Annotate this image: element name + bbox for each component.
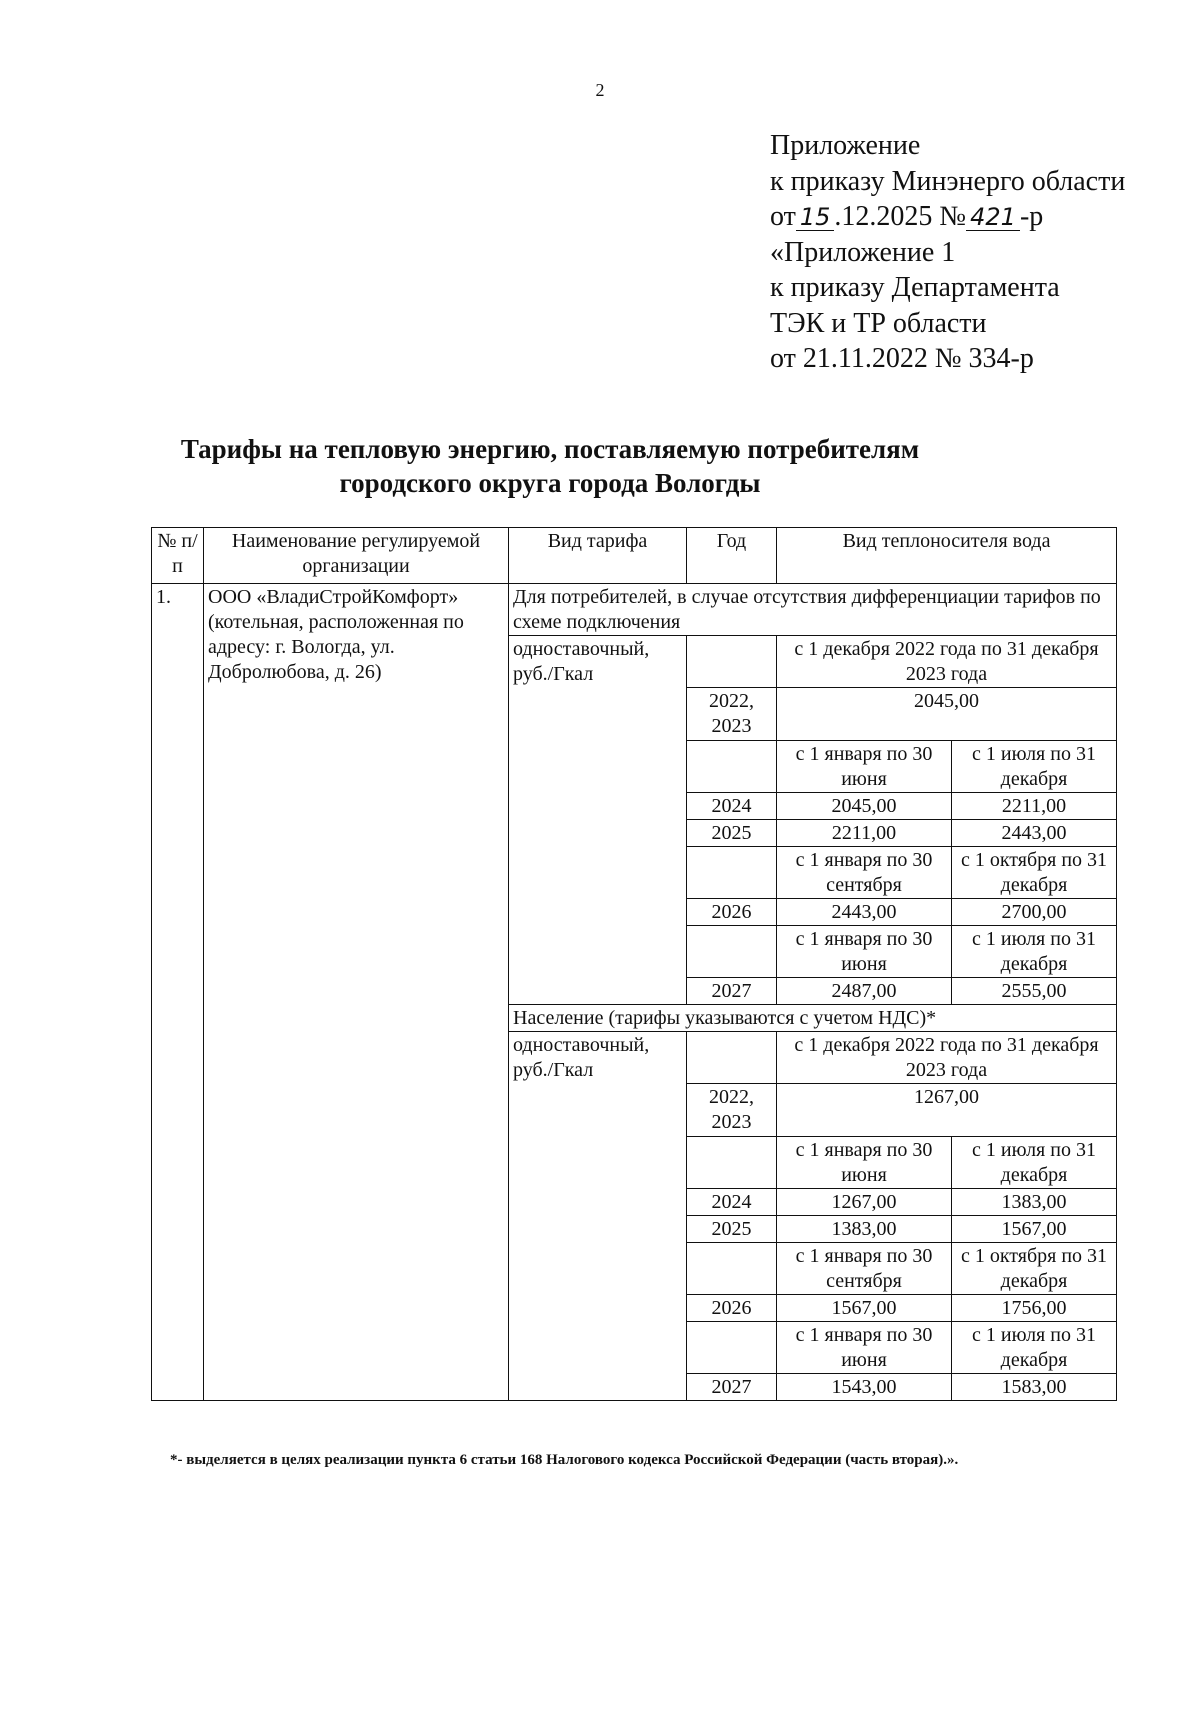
period-cell: с 1 июля по 31 декабря — [952, 1322, 1117, 1374]
header-year: Год — [687, 528, 777, 584]
organization-name: ООО «ВладиСтройКомфорт» (котельная, расположенная по адресу: г. Вологда, ул. Добролюбова, д. 26) — [204, 584, 509, 1401]
header-heat-carrier: Вид теплоносителя вода — [777, 528, 1117, 584]
appendix-line: от 21.11.2022 № 334-р — [770, 343, 1034, 374]
appendix-date-middle: .12.2025 № — [834, 201, 967, 232]
year-cell-empty — [687, 741, 777, 793]
header-organization: Наименование регулируемой организации — [204, 528, 509, 584]
value-cell: 2045,00 — [777, 793, 952, 820]
value-cell: 1543,00 — [777, 1374, 952, 1401]
year-cell: 2027 — [687, 1374, 777, 1401]
value-cell: 1383,00 — [777, 1216, 952, 1243]
period-cell: с 1 декабря 2022 года по 31 декабря 2023 года — [777, 636, 1117, 688]
year-cell: 2027 — [687, 978, 777, 1005]
appendix-header — [770, 128, 1125, 377]
value-cell: 1567,00 — [777, 1295, 952, 1322]
year-cell: 2022, 2023 — [687, 1084, 777, 1137]
group-heading: Население (тарифы указываются с учетом НДС)* — [509, 1005, 1117, 1032]
appendix-from: от — [770, 201, 796, 232]
value-cell: 2211,00 — [952, 793, 1117, 820]
document-title — [150, 432, 950, 500]
appendix-line: Приложение — [770, 130, 921, 161]
page-number: 2 — [595, 80, 605, 100]
value-cell: 2211,00 — [777, 820, 952, 847]
row-number: 1. — [152, 584, 204, 1401]
period-cell: с 1 января по 30 июня — [777, 1322, 952, 1374]
period-cell: с 1 января по 30 июня — [777, 926, 952, 978]
appendix-line: к приказу Минэнерго области — [770, 165, 1126, 197]
year-cell: 2024 — [687, 793, 777, 820]
value-cell: 1267,00 — [777, 1189, 952, 1216]
value-cell: 1267,00 — [777, 1084, 1117, 1137]
title-line: Тарифы на тепловую энергию, поставляемую потребителям — [180, 434, 920, 464]
period-cell: с 1 октября по 31 декабря — [952, 1243, 1117, 1295]
year-cell-empty — [687, 926, 777, 978]
period-cell: с 1 октября по 31 декабря — [952, 847, 1117, 899]
appendix-line: к приказу Департамента — [770, 272, 1060, 303]
value-cell: 1756,00 — [952, 1295, 1117, 1322]
value-cell: 2700,00 — [952, 899, 1117, 926]
year-cell-empty — [687, 1137, 777, 1189]
period-cell: с 1 декабря 2022 года по 31 декабря 2023 года — [777, 1032, 1117, 1084]
year-cell-empty — [687, 636, 777, 688]
year-cell-empty — [687, 1243, 777, 1295]
value-cell: 2555,00 — [952, 978, 1117, 1005]
tariff-kind: одноставочный, руб./Гкал — [509, 1032, 687, 1401]
appendix-order-date-line — [770, 199, 1125, 235]
table-header-row — [152, 528, 1117, 584]
footnote: *- выделяется в целях реализации пункта 6 статьи 168 Налогового кодекса Российской Федерации (часть вторая).». — [170, 1452, 959, 1468]
header-number: № п/п — [152, 528, 204, 584]
tariff-table — [151, 527, 1117, 1401]
appendix-line: ТЭК и ТР области — [770, 307, 987, 339]
year-cell: 2025 — [687, 1216, 777, 1243]
value-cell: 1383,00 — [952, 1189, 1117, 1216]
title-line: городского округа города Вологды — [339, 468, 761, 498]
group-heading: Для потребителей, в случае отсутствия дифференциации тарифов по схеме подключения — [509, 584, 1117, 636]
period-cell: с 1 января по 30 июня — [777, 741, 952, 793]
period-cell: с 1 января по 30 сентября — [777, 847, 952, 899]
year-cell-empty — [687, 847, 777, 899]
value-cell: 2045,00 — [777, 688, 1117, 741]
appendix-line: «Приложение 1 — [770, 236, 956, 268]
table-row — [152, 584, 1117, 636]
handwritten-order-number: 421 — [966, 204, 1020, 231]
year-cell: 2025 — [687, 820, 777, 847]
period-cell: с 1 июля по 31 декабря — [952, 741, 1117, 793]
tariff-kind: одноставочный, руб./Гкал — [509, 636, 687, 1005]
year-cell: 2022, 2023 — [687, 688, 777, 741]
period-cell: с 1 июля по 31 декабря — [952, 926, 1117, 978]
year-cell: 2024 — [687, 1189, 777, 1216]
year-cell-empty — [687, 1322, 777, 1374]
period-cell: с 1 января по 30 сентября — [777, 1243, 952, 1295]
period-cell: с 1 января по 30 июня — [777, 1137, 952, 1189]
year-cell: 2026 — [687, 1295, 777, 1322]
value-cell: 2443,00 — [952, 820, 1117, 847]
period-cell: с 1 июля по 31 декабря — [952, 1137, 1117, 1189]
year-cell: 2026 — [687, 899, 777, 926]
appendix-suffix: -р — [1019, 201, 1044, 232]
handwritten-day: 15 — [796, 204, 835, 231]
value-cell: 2487,00 — [777, 978, 952, 1005]
value-cell: 1567,00 — [952, 1216, 1117, 1243]
value-cell: 2443,00 — [777, 899, 952, 926]
year-cell-empty — [687, 1032, 777, 1084]
value-cell: 1583,00 — [952, 1374, 1117, 1401]
header-tariff-kind: Вид тарифа — [509, 528, 687, 584]
